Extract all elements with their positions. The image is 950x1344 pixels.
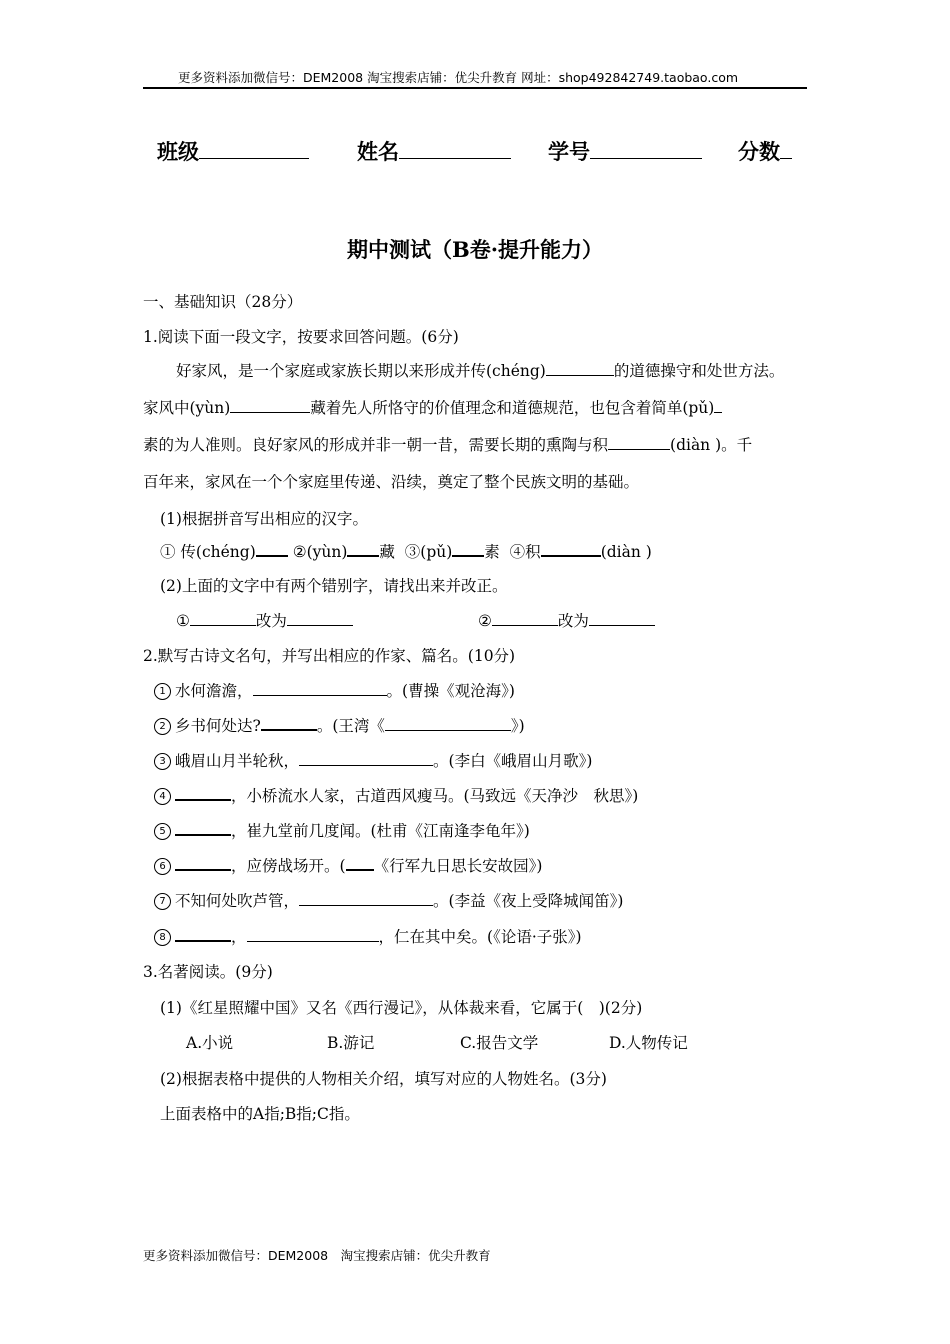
poem-title-blank-2[interactable] (385, 715, 511, 731)
q2-prompt: 2.默写古诗文名句，并写出相应的作家、篇名。(10分) (143, 647, 516, 665)
q1-sub2-correction2: ② 改为 (478, 609, 655, 631)
blank-cheng[interactable] (546, 360, 614, 376)
q1-sub2-correction1: ① 改为 (176, 609, 353, 631)
answer-1[interactable] (256, 540, 288, 557)
poem-line-6: 6 ，应傍战场开。( 《行军九日思长安故园》) (154, 854, 542, 876)
wrong-char-2[interactable] (492, 610, 558, 626)
q1-passage-line4: 百年来，家风在一个个家庭里传递、沿续，奠定了整个民族文明的基础。 (143, 473, 640, 491)
score-field: 分数 (738, 136, 792, 166)
circled-number: 6 (154, 858, 171, 875)
q3-prompt: 3.名著阅读。(9分) (143, 963, 273, 981)
option-b[interactable]: B.游记 (327, 1034, 375, 1052)
q1-prompt: 1.阅读下面一段文字，按要求回答问题。(6分) (143, 328, 459, 346)
blank-yun[interactable] (230, 397, 310, 413)
poem-blank-1[interactable] (253, 680, 387, 696)
q1-sub2: (2)上面的文字中有两个错别字，请找出来并改正。 (160, 577, 508, 595)
poem-line-1: 1 水何澹澹， 。(曹操《观沧海》) (154, 679, 515, 701)
q1-sub1: (1)根据拼音写出相应的汉字。 (160, 510, 368, 528)
section-basic-knowledge: 一、基础知识（28分） (143, 293, 303, 311)
circled-number: 4 (154, 788, 171, 805)
blank-pu[interactable] (714, 397, 722, 413)
circled-number: 5 (154, 823, 171, 840)
poem-author-blank-6[interactable] (346, 854, 374, 871)
poem-blank-6[interactable] (175, 854, 231, 871)
id-blank[interactable] (590, 137, 702, 159)
q1-passage-line2: 家风中(yùn) 藏着先人所恪守的价值理念和道德规范，也包含着简单(pǔ) (143, 396, 722, 418)
poem-line-2: 2 乡书何处达? 。(王湾《 》) (154, 714, 525, 736)
correct-char-2[interactable] (589, 610, 655, 626)
score-blank[interactable] (780, 137, 792, 159)
correct-char-1[interactable] (287, 610, 353, 626)
poem-line-3: 3 峨眉山月半轮秋， 。(李白《峨眉山月歌》) (154, 749, 592, 771)
poem-blank-4[interactable] (175, 784, 231, 801)
circled-number: 3 (154, 753, 171, 770)
q3-sub2: (2)根据表格中提供的人物相关介绍，填写对应的人物姓名。(3分) (160, 1070, 607, 1088)
poem-blank-7[interactable] (299, 890, 433, 906)
poem-line-7: 7 不知何处吹芦管， 。(李益《夜上受降城闻笛》) (154, 889, 623, 911)
blank-dian[interactable] (608, 434, 670, 450)
poem-blank-2[interactable] (261, 714, 317, 731)
wrong-char-1[interactable] (190, 610, 256, 626)
poem-blank-3[interactable] (299, 750, 433, 766)
page-title: 期中测试（B卷·提升能力） (346, 237, 604, 262)
circled-number: 2 (154, 718, 171, 735)
poem-line-5: 5 ，崔九堂前几度闻。(杜甫《江南逢李龟年》) (154, 819, 530, 841)
q3-sub1: (1)《红星照耀中国》又名《西行漫记》，从体裁来看，它属于( )(2分) (160, 999, 643, 1017)
page-footer: 更多资料添加微信号：DEM2008 淘宝搜索店铺：优尖升教育 (143, 1248, 491, 1263)
answer-4[interactable] (541, 540, 601, 557)
page-header: 更多资料添加微信号：DEM2008 淘宝搜索店铺：优尖升教育 网址：shop492842749.taobao.com (178, 70, 739, 85)
q1-passage-line1: 好家风，是一个家庭或家族长期以来形成并传(chéng) 的道德操守和处世方法。 (176, 362, 785, 380)
name-blank[interactable] (399, 137, 511, 159)
class-field: 班级 (157, 136, 309, 166)
q1-passage-line3: 素的为人准则。良好家风的形成并非一朝一昔，需要长期的熏陶与积 (diàn )。千 (143, 436, 753, 454)
poem-blank-8b[interactable] (247, 926, 379, 942)
option-a[interactable]: A.小说 (186, 1034, 234, 1052)
q3-sub2-answer: 上面表格中的A指;B指;C指。 (160, 1105, 360, 1123)
name-field: 姓名 (357, 136, 511, 166)
option-c[interactable]: C.报告文学 (460, 1034, 539, 1052)
circled-number: 8 (154, 929, 171, 946)
poem-blank-5[interactable] (175, 819, 231, 836)
answer-2[interactable] (347, 540, 379, 557)
poem-line-4: 4 ，小桥流水人家，古道西风瘦马。(马致远《天净沙 秋思》) (154, 784, 638, 806)
student-id-field: 学号 (548, 136, 702, 166)
answer-3[interactable] (452, 540, 484, 557)
option-d[interactable]: D.人物传记 (609, 1034, 688, 1052)
poem-line-8: 8 ， ，仁在其中矣。(《论语·子张》) (154, 925, 582, 947)
circled-number: 1 (154, 683, 171, 700)
poem-blank-8a[interactable] (175, 925, 231, 942)
q1-sub1-answers: ① 传(chéng) ②(yùn) 藏 ③(pǔ) 素 ④积 (diàn ) (160, 540, 652, 562)
circled-number: 7 (154, 893, 171, 910)
header-rule (143, 87, 807, 89)
class-blank[interactable] (199, 137, 309, 159)
